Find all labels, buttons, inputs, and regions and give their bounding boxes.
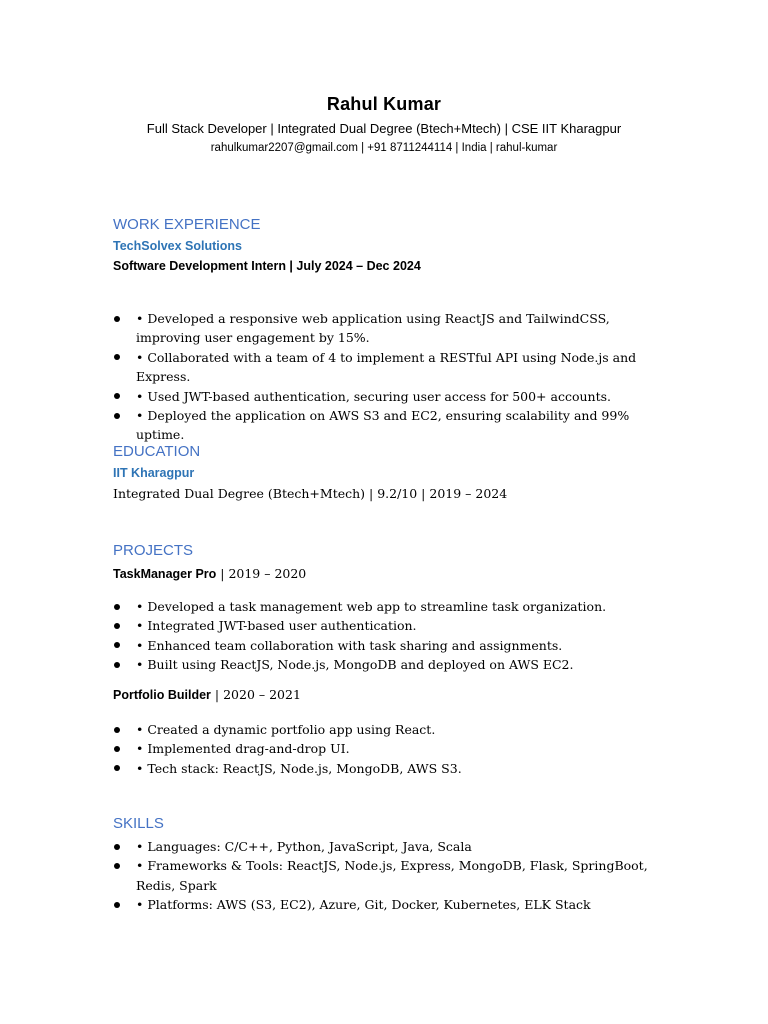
project-bullet-list xyxy=(113,597,653,675)
work-bullet-list xyxy=(113,309,653,445)
education-detail: Integrated Dual Degree (Btech+Mtech) | 9.2/10 | 2019 – 2024 xyxy=(113,486,508,501)
list-item: • Platforms: AWS (S3, EC2), Azure, Git, Docker, Kubernetes, ELK Stack xyxy=(113,895,653,914)
list-item: • Integrated JWT-based user authentication. xyxy=(113,616,653,635)
list-item: • Built using ReactJS, Node.js, MongoDB and deployed on AWS EC2. xyxy=(113,655,653,674)
section-title-education: EDUCATION xyxy=(113,443,201,460)
project-heading xyxy=(113,687,301,702)
list-item: • Implemented drag-and-drop UI. xyxy=(113,739,653,758)
list-item: • Collaborated with a team of 4 to implement a RESTful API using Node.js and Express. xyxy=(113,348,653,387)
list-item: • Enhanced team collaboration with task sharing and assignments. xyxy=(113,636,653,655)
company-name: TechSolvex Solutions xyxy=(113,239,242,253)
list-item: • Developed a responsive web application using ReactJS and TailwindCSS, improving user engagement by 15%. xyxy=(113,309,653,348)
project-name: Portfolio Builder xyxy=(113,688,211,702)
candidate-name: Rahul Kumar xyxy=(326,94,442,114)
job-role: Software Development Intern | July 2024 – Dec 2024 xyxy=(113,259,421,273)
section-title-skills: SKILLS xyxy=(113,815,164,832)
list-item: • Developed a task management web app to streamline task organization. xyxy=(113,597,653,616)
list-item: • Frameworks & Tools: ReactJS, Node.js, Express, MongoDB, Flask, SpringBoot, Redis, Spark xyxy=(113,856,653,895)
list-item: • Used JWT-based authentication, securing user access for 500+ accounts. xyxy=(113,387,653,406)
school-name: IIT Kharagpur xyxy=(113,466,195,480)
project-years: | 2020 – 2021 xyxy=(210,687,301,702)
project-name: TaskManager Pro xyxy=(113,567,217,581)
list-item: • Deployed the application on AWS S3 and EC2, ensuring scalability and 99% uptime. xyxy=(113,406,653,445)
project-years: | 2019 – 2020 xyxy=(216,566,307,581)
list-item: • Tech stack: ReactJS, Node.js, MongoDB, AWS S3. xyxy=(113,759,653,778)
contact-line: rahulkumar2207@gmail.com | +91 8711244114 | India | rahul-kumar xyxy=(210,142,558,154)
project-bullet-list xyxy=(113,720,653,778)
section-title-projects: PROJECTS xyxy=(113,542,194,559)
project-heading xyxy=(113,566,306,581)
headline: Full Stack Developer | Integrated Dual Degree (Btech+Mtech) | CSE IIT Kharagpur xyxy=(146,121,622,136)
section-title-work-experience: WORK EXPERIENCE xyxy=(113,216,261,233)
list-item: • Created a dynamic portfolio app using React. xyxy=(113,720,653,739)
skills-bullet-list xyxy=(113,837,653,915)
list-item: • Languages: C/C++, Python, JavaScript, Java, Scala xyxy=(113,837,653,856)
